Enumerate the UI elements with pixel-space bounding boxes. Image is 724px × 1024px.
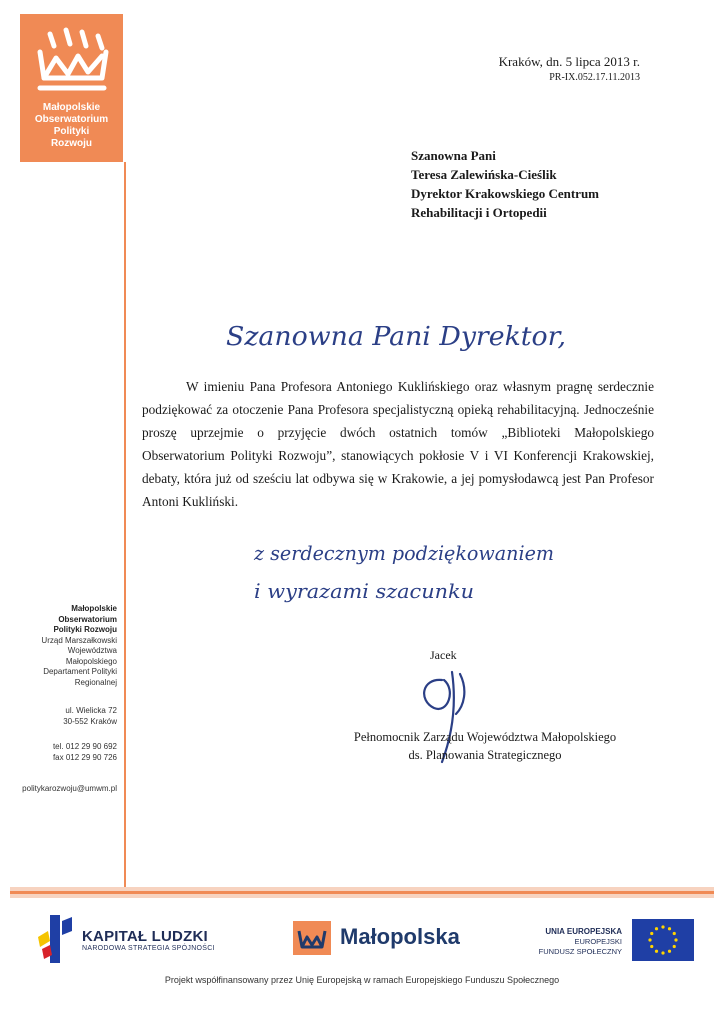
recipient-address bbox=[411, 146, 599, 222]
eu-fund-text bbox=[539, 927, 622, 957]
reference-number: PR-IX.052.17.11.2013 bbox=[549, 72, 640, 83]
logo-line: Polityki bbox=[53, 126, 90, 137]
handwritten-closing-line: i wyrazami szacunku bbox=[254, 579, 474, 603]
footer-divider bbox=[10, 887, 714, 898]
sidebar-org-line: Małopolskie bbox=[71, 604, 117, 613]
eu-star-icon bbox=[673, 932, 676, 935]
sidebar-email: politykarozwoju@umwm.pl bbox=[22, 784, 117, 793]
crown-logo-icon bbox=[30, 22, 114, 98]
sidebar-org-line: Polityki Rozwoju bbox=[53, 625, 117, 634]
logo-wordmark bbox=[20, 102, 123, 150]
sidebar-org-line: Obserwatorium bbox=[58, 614, 117, 624]
kapital-ludzki-logo bbox=[82, 928, 215, 952]
mopr-logo bbox=[20, 14, 123, 162]
eu-star-icon bbox=[655, 950, 658, 953]
sidebar-phones bbox=[0, 742, 117, 763]
malopolska-crown-icon bbox=[293, 921, 331, 955]
handwritten-closing-line: z serdecznym podziękowaniem bbox=[253, 541, 554, 565]
logo-line: Rozwoju bbox=[50, 138, 93, 149]
kapital-ludzki-subtitle: NARODOWA STRATEGIA SPÓJNOŚCI bbox=[82, 945, 215, 952]
body-paragraph: W imieniu Pana Profesora Antoniego Kuklińskiego oraz własnym pragnę serdecznie podziękować za otoczenie Pana Profesora specjalistyczną opieką rehabilitacyjną. Jednocześnie proszę uprzejmie o przyjęcie dwóch ostatnich tomów „Biblioteki Małopolskiego Obserwatorium Polityki Rozwoju”, stanowiących pokłosie V i VI Konferencji Krakowskiej, debaty, która już od sześciu lat odbywa się w Krakowie, a jej pomysłodawcą jest Pan Profesor Antoni Kukliński. bbox=[142, 379, 654, 509]
sidebar-dept-line: Departament Polityki bbox=[43, 667, 117, 676]
eu-star-icon bbox=[668, 950, 671, 953]
sidebar-fax: fax 012 29 90 726 bbox=[52, 752, 117, 762]
eu-star-icon bbox=[661, 925, 664, 928]
logo-line: Małopolskie bbox=[42, 102, 101, 113]
sidebar-tel: tel. 012 29 90 692 bbox=[52, 742, 117, 751]
eu-star-icon bbox=[661, 951, 664, 954]
eu-star-icon bbox=[673, 945, 676, 948]
eu-star-icon bbox=[668, 927, 671, 930]
eu-star-icon bbox=[650, 932, 653, 935]
sidebar-street: ul. Wielicka 72 bbox=[65, 706, 117, 715]
signatory-title bbox=[330, 728, 640, 764]
sidebar-dept-line: Urząd Marszałkowski bbox=[41, 635, 117, 645]
eu-star-icon bbox=[650, 945, 653, 948]
cofinancing-note: Projekt współfinansowany przez Unię Europejską w ramach Europejskiego Funduszu Społecznego bbox=[164, 975, 560, 985]
sidebar-organization bbox=[0, 604, 117, 688]
signatory-title-line: Pełnomocnik Zarządu Województwa Małopolskiego bbox=[353, 730, 617, 744]
eu-subtitle: EUROPEJSKI bbox=[574, 937, 622, 946]
eu-subtitle: FUNDUSZ SPOŁECZNY bbox=[538, 947, 622, 956]
handwritten-closing bbox=[250, 530, 570, 610]
signatory-title-line: ds. Planowania Strategicznego bbox=[408, 748, 562, 762]
recipient-line: Dyrektor Krakowskiego Centrum bbox=[411, 186, 600, 201]
kapital-ludzki-icon bbox=[36, 911, 76, 967]
signatory-name: Jacek bbox=[430, 648, 457, 662]
eu-flag-icon bbox=[632, 919, 694, 961]
handwritten-salutation-text: Szanowna Pani Dyrektor, bbox=[226, 322, 566, 352]
malopolska-wordmark: Małopolska bbox=[340, 924, 460, 949]
eu-title: UNIA EUROPEJSKA bbox=[545, 927, 622, 936]
place-date: Kraków, dn. 5 lipca 2013 r. bbox=[498, 54, 640, 69]
sidebar-dept-line: Małopolskiego bbox=[65, 656, 117, 666]
letter-body bbox=[142, 375, 654, 513]
sidebar-dept-line: Województwa bbox=[67, 646, 117, 655]
logo-line: Obserwatorium bbox=[34, 114, 109, 125]
recipient-line: Teresa Zalewińska-Cieślik bbox=[411, 167, 557, 182]
sidebar-city: 30-552 Kraków bbox=[63, 716, 117, 726]
sidebar-address bbox=[0, 706, 117, 727]
recipient-line: Szanowna Pani bbox=[411, 148, 496, 163]
eu-star-icon bbox=[655, 927, 658, 930]
kapital-ludzki-title: KAPITAŁ LUDZKI bbox=[82, 928, 208, 945]
handwritten-salutation bbox=[222, 305, 582, 365]
eu-star-icon bbox=[674, 938, 677, 941]
footer-logos bbox=[0, 905, 724, 969]
sidebar-dept-line: Regionalnej bbox=[74, 677, 117, 687]
vertical-divider bbox=[124, 162, 126, 887]
recipient-line: Rehabilitacji i Ortopedii bbox=[411, 205, 547, 220]
eu-star-icon bbox=[648, 938, 651, 941]
sidebar-email-block bbox=[0, 784, 117, 795]
